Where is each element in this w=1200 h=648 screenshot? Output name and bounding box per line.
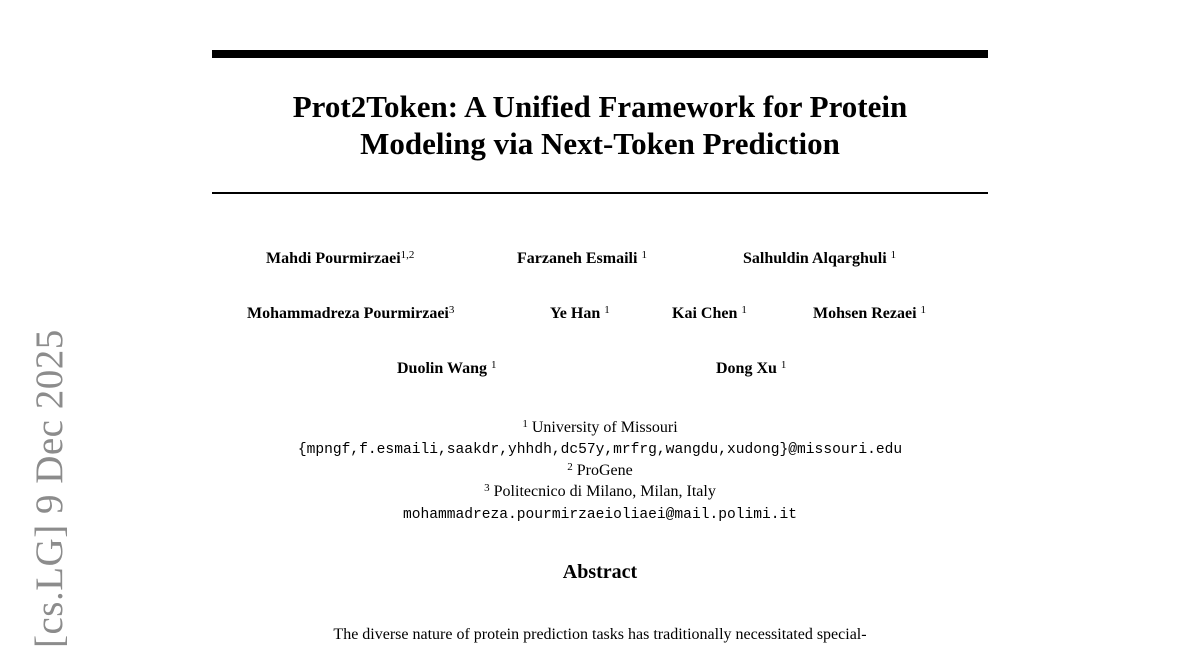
author-affiliation-mark: 1 — [920, 304, 927, 316]
affiliation-1 — [212, 419, 988, 437]
author-name: Mahdi Pourmirzaei — [266, 250, 401, 267]
title-line-2: Modeling via Next-Token Prediction — [360, 126, 840, 161]
author-name: Dong Xu — [716, 360, 777, 377]
author-salhuldin-alqarghuli — [743, 250, 896, 268]
author-name: Mohsen Rezaei — [813, 305, 917, 322]
author-name: Farzaneh Esmaili — [517, 250, 638, 267]
author-mohammadreza-pourmirzaei — [247, 305, 454, 323]
arxiv-stamp: [cs.LG] 9 Dec 2025 — [28, 329, 71, 648]
author-farzaneh-esmaili — [517, 250, 647, 268]
author-name: Duolin Wang — [397, 360, 487, 377]
author-affiliation-mark: 1 — [780, 359, 787, 371]
title-rule — [212, 192, 988, 194]
author-affiliation-mark: 1 — [890, 249, 897, 261]
author-affiliation-mark: 1 — [741, 304, 747, 316]
affiliation-text: University of Missouri — [531, 419, 678, 436]
author-duolin-wang — [397, 360, 496, 378]
author-kai-chen — [672, 305, 747, 323]
author-affiliation-mark: 3 — [448, 304, 455, 316]
affiliation-1-email: {mpngf,f.esmaili,saakdr,yhhdh,dc57y,mrfrg,wangdu,xudong}@missouri.edu — [297, 442, 903, 458]
top-rule — [212, 50, 988, 58]
author-affiliation-mark: 1 — [490, 359, 497, 371]
author-mohsen-rezaei — [813, 305, 926, 323]
affiliation-3-email: mohammadreza.pourmirzaeioliaei@mail.polimi.it — [402, 507, 798, 523]
author-name: Mohammadreza Pourmirzaei — [247, 305, 449, 322]
author-affiliation-mark: 1 — [641, 249, 647, 261]
author-ye-han — [550, 305, 610, 323]
affiliation-text: Politecnico di Milano, Milan, Italy — [493, 483, 716, 500]
author-name: Salhuldin Alqarghuli — [743, 250, 887, 267]
author-affiliation-mark: 1 — [604, 304, 610, 316]
author-dong-xu — [716, 360, 786, 378]
author-name: Kai Chen — [672, 305, 738, 322]
author-name: Ye Han — [550, 305, 601, 322]
abstract-text: The diverse nature of protein prediction tasks has traditionally necessitated special- — [333, 626, 867, 643]
affiliation-mark: 3 — [484, 482, 490, 494]
author-mahdi-pourmirzaei — [266, 250, 414, 268]
paper-title — [212, 88, 988, 162]
affiliation-text: ProGene — [576, 462, 633, 479]
affiliation-3 — [212, 483, 988, 501]
abstract-heading: Abstract — [562, 561, 638, 583]
affiliation-2 — [212, 462, 988, 480]
affiliation-mark: 1 — [522, 418, 528, 430]
author-affiliation-mark: 1,2 — [400, 249, 415, 261]
affiliation-mark: 2 — [567, 461, 573, 473]
title-line-1: Prot2Token: A Unified Framework for Protein — [292, 89, 908, 124]
